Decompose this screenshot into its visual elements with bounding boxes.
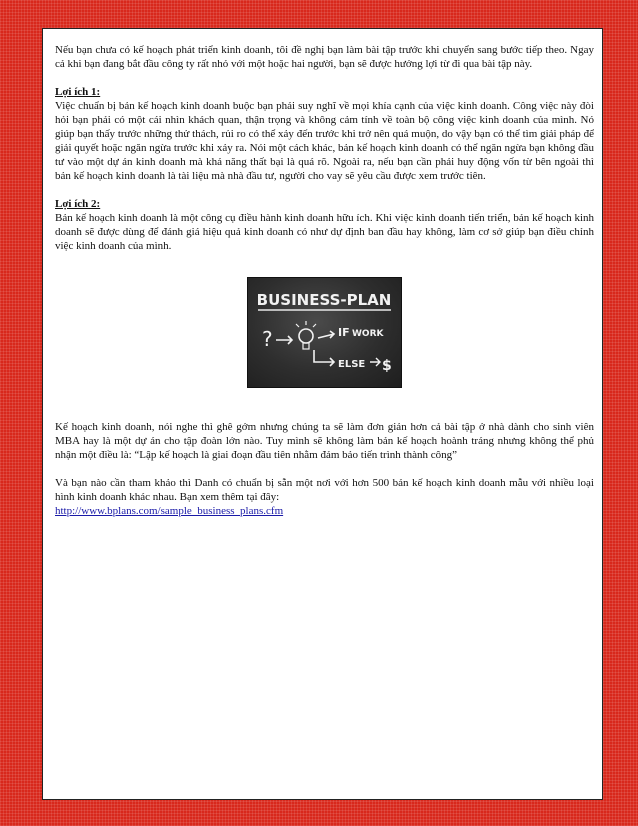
benefit-2-section: [55, 197, 594, 253]
arrow-icon: [314, 350, 334, 366]
lightbulb-icon: [296, 321, 316, 349]
chalk-if: IF: [338, 326, 350, 339]
benefit-1-heading: Lợi ích 1:: [55, 86, 101, 98]
benefit-2-heading: Lợi ích 2:: [55, 198, 101, 210]
reference-section: [55, 476, 594, 518]
intro-paragraph: Nếu bạn chưa có kế hoạch phát triển kinh doanh, tôi đề nghị bạn làm bài tập trước khi chuyển sang bước tiếp theo. Ngay cả khi bạn đang bắt đầu công ty rất nhỏ với một hoặc hai người, bạn sẽ được hưởng lợi từ đi qua bài tập này.: [55, 44, 594, 70]
chalkboard-drawing: [248, 278, 401, 387]
arrow-icon: [370, 358, 380, 366]
bplans-link[interactable]: http://www.bplans.com/sample_business_plans.cfm: [55, 505, 284, 517]
business-plan-chalkboard-image: [247, 277, 402, 388]
benefit-1-text: Việc chuẩn bị bản kế hoạch kinh doanh buộc bạn phải suy nghĩ về mọi khía cạnh của việc kinh doanh. Công việc này đòi hỏi bạn phải có một cái nhìn khách quan, thận trọng và không cảm tính về toàn bộ công việc kinh doanh của mình. Nó giúp bạn thấy trước những thử thách, rủi ro có thể xảy đến trước khi trở nên quá muộn, do vậy bạn có thể tìm giải pháp để giải quyết hoặc ngăn ngừa trước khi xảy ra. Nói một cách khác, bản kế hoạch kinh doanh có thể ngăn ngừa bạn không đầu tư vào một dự án kinh doanh mà khả năng thất bại là quá rõ. Ngoài ra, nếu bạn cần phải huy động vốn từ bên ngoài thì bản kế hoạch kinh doanh là tài liệu mà nhà đầu tư, người cho vay sẽ yêu cầu được xem trước tiên.: [55, 100, 594, 182]
benefit-1-section: [55, 85, 594, 183]
chalk-question-mark: ?: [262, 327, 273, 351]
document-content: [55, 43, 594, 532]
chalk-else: ELSE: [338, 359, 366, 370]
reference-text: Và bạn nào cần tham khảo thì Danh có chuẩn bị sẵn một nơi với hơn 500 bản kế hoạch kinh doanh mẫu với nhiều loại hình kinh doanh khác nhau. Bạn xem thêm tại đây:: [55, 477, 594, 503]
arrow-icon: [318, 331, 334, 338]
benefit-2-text: Bản kế hoạch kinh doanh là một công cụ điều hành kinh doanh hữu ích. Khi việc kinh doanh tiến triển, bản kế hoạch kinh doanh sẽ được dùng để đánh giá hiệu quả kinh doanh có như dự định ban đầu hay không, làm cơ sở giúp bạn điều chỉnh việc kinh doanh của mình.: [55, 212, 594, 252]
chalk-title: BUSINESS-PLAN: [256, 291, 392, 309]
chalk-work: WORK: [352, 329, 384, 339]
document-page: [42, 28, 603, 800]
dollar-icon: $: [382, 358, 392, 374]
arrow-icon: [276, 336, 292, 344]
conclusion-paragraph: Kế hoạch kinh doanh, nói nghe thì ghê gớm nhưng chúng ta sẽ làm đơn giản hơn cả bài tập ở nhà dành cho sinh viên MBA hay là một dự án cho tập đoàn lớn nào. Tuy mình sẽ không làm bản kế hoạch hoành tráng nhưng không thể phủ nhận một điều là: “Lập kế hoạch là giai đoạn đầu tiên nhằm đảm bảo tiến trình thành công”: [55, 421, 594, 461]
